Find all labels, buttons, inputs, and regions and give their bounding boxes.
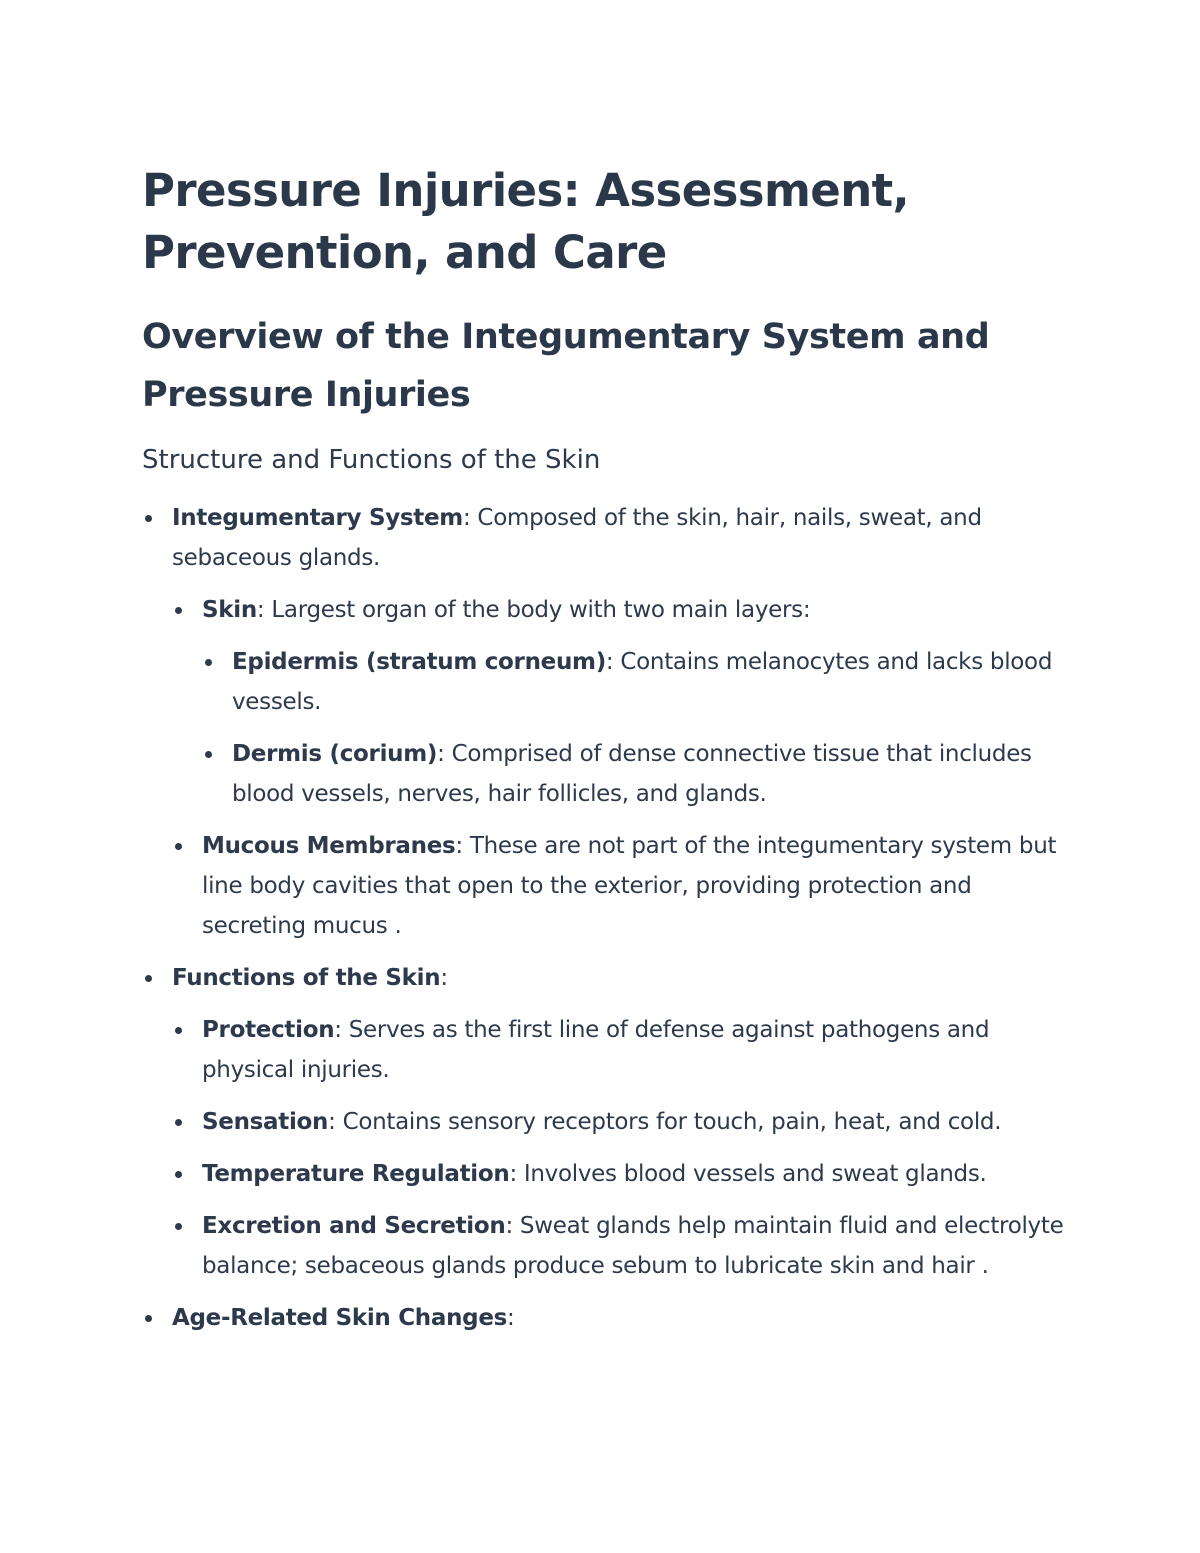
bullet-icon [175, 1223, 182, 1230]
list-item-dermis [202, 734, 1072, 814]
list-item-epidermis [202, 642, 1072, 722]
bullet-icon [175, 1027, 182, 1034]
document-title: Pressure Injuries: Assessment, Prevention, and Care [142, 164, 910, 279]
sub-list [172, 590, 1072, 946]
list-item-text: : Contains sensory receptors for touch, pain, heat, and cold. [328, 1109, 1002, 1135]
list-item-age-related-changes [142, 1298, 1072, 1338]
list-item-integumentary-system [142, 498, 1072, 946]
list-item-term: Functions of the Skin [172, 965, 441, 991]
list-item-term: Excretion and Secretion [202, 1213, 506, 1239]
bullet-icon [175, 843, 182, 850]
list-item-sensation [172, 1102, 1072, 1142]
list-item-skin [172, 590, 1072, 814]
list-item-term: Mucous Membranes [202, 833, 456, 859]
bullet-icon [175, 1119, 182, 1126]
bullet-icon [175, 1171, 182, 1178]
list-item-excretion-secretion [172, 1206, 1072, 1286]
list-item-term: Protection [202, 1017, 335, 1043]
bullet-list [142, 498, 1072, 1338]
list-item-term: Temperature Regulation [202, 1161, 510, 1187]
bullet-icon [145, 515, 152, 522]
bullet-icon [145, 1315, 152, 1322]
document-page [142, 160, 1072, 1350]
list-item-text: : Sweat glands help maintain fluid and electrolyte balance; sebaceous glands produce sebum to lubricate skin and hair . [202, 1213, 1064, 1279]
list-item-text: : Comprised of dense connective tissue that includes blood vessels, nerves, hair follicles, and glands. [232, 741, 1032, 807]
list-item-text: : These are not part of the integumentary system but line body cavities that open to the exterior, providing protection and secreting mucus . [202, 833, 1057, 939]
list-item-text: : Serves as the first line of defense against pathogens and physical injuries. [202, 1017, 990, 1083]
list-item-temperature-regulation [172, 1154, 1072, 1194]
list-item-term: Skin [202, 597, 257, 623]
list-item-text: : Composed of the skin, hair, nails, sweat, and sebaceous glands. [172, 505, 982, 571]
list-item-protection [172, 1010, 1072, 1090]
list-item-term: Epidermis (stratum corneum) [232, 649, 606, 675]
list-item-term: Dermis (corium) [232, 741, 438, 767]
bullet-icon [145, 975, 152, 982]
list-item-functions-of-skin [142, 958, 1072, 1286]
list-item-term: Age-Related Skin Changes [172, 1305, 508, 1331]
bullet-icon [175, 607, 182, 614]
list-item-term: Integumentary System [172, 505, 463, 531]
list-item-text: : Involves blood vessels and sweat glands. [509, 1161, 987, 1187]
list-item-mucous-membranes [172, 826, 1072, 946]
list-item-term: Sensation [202, 1109, 329, 1135]
bullet-icon [205, 751, 212, 758]
list-item-text: : Contains melanocytes and lacks blood vessels. [232, 649, 1053, 715]
list-item-text: : [440, 965, 448, 991]
sub-list [172, 1010, 1072, 1286]
subsection-heading: Structure and Functions of the Skin [142, 445, 601, 475]
section-heading: Overview of the Integumentary System and Pressure Injuries [142, 317, 990, 415]
sub-list [202, 642, 1072, 814]
bullet-icon [205, 659, 212, 666]
list-item-text: : [507, 1305, 515, 1331]
list-item-text: : Largest organ of the body with two main layers: [256, 597, 811, 623]
